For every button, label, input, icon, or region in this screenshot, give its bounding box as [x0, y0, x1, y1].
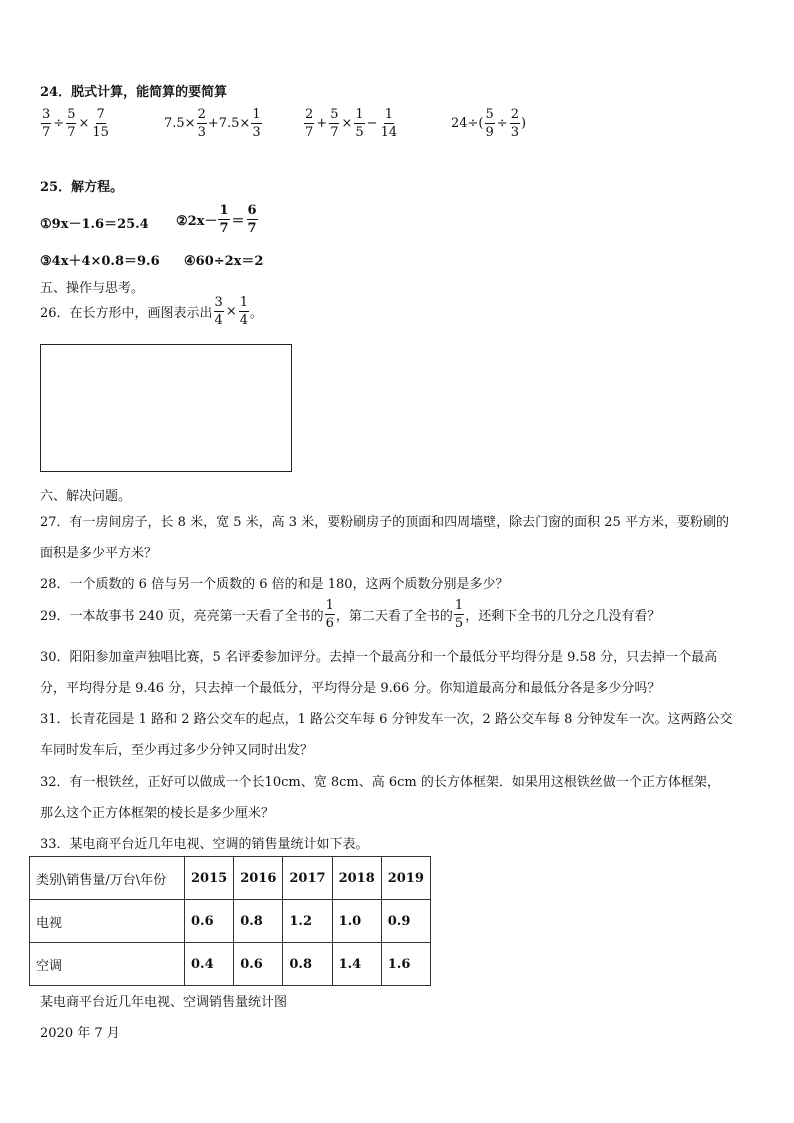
table-cell: 0.9 [381, 900, 430, 943]
table-header-cell: 2015 [185, 857, 234, 900]
q24-expr-2 [164, 108, 263, 139]
table-header-cell: 类别\销售量/万台\年份 [30, 857, 185, 900]
fraction: $\frac{1}{4}$ [239, 295, 249, 328]
q31-line-2: 车同时发车后，至少再过多少分钟又同时出发？ [40, 743, 314, 758]
fraction: $\frac{5}{7}$ [67, 107, 76, 140]
fraction: $\frac{3}{4}$ [214, 295, 223, 328]
q27-line-1: 27．有一房间房子，长 8 米，宽 5 米，高 3 米，要粉刷房子的顶面和四周墙壁，除去门窗的面积 25 平方米，要粉刷的 [40, 515, 729, 530]
fraction: $\frac{7}{15}$ [92, 107, 109, 140]
equation-2 [176, 204, 259, 235]
q32-line-1: 32．有一根铁丝，正好可以做成一个长10cm、宽 8cm、高 6cm 的长方体框架．如果用这根铁丝做一个正方体框架， [40, 775, 720, 790]
table-header-row [30, 857, 431, 900]
fraction: $\frac{2}{3}$ [197, 107, 206, 140]
table-cell: 电视 [30, 900, 185, 943]
q32-line-2: 那么这个正方体框架的棱长是多少厘米？ [40, 806, 275, 821]
fraction: $\frac{2}{7}$ [305, 107, 314, 140]
fraction: $\frac{1}{5}$ [454, 598, 464, 631]
fraction: $\frac{1}{5}$ [355, 107, 364, 140]
section-6-heading: 六、解决问题。 [40, 489, 132, 504]
q30-line-1: 30．阳阳参加童声独唱比赛，5 名评委参加评分。去掉一个最高分和一个最低分平均得分是 9.58 分，只去掉一个最高 [40, 650, 718, 665]
operator: × [225, 304, 237, 319]
question-text: 26．在长方形中，画图表示出 [40, 306, 213, 321]
fraction: $\frac{2}{3}$ [510, 107, 519, 140]
operator: − [366, 116, 378, 131]
q28-question: 28．一个质数的 6 倍与另一个质数的 6 倍的和是 180，这两个质数分别是多少？ [40, 577, 509, 592]
table-header-cell: 2017 [283, 857, 332, 900]
operator: × [78, 116, 90, 131]
table-cell: 1.2 [283, 900, 332, 943]
table-cell: 1.0 [332, 900, 381, 943]
table-header-cell: 2016 [234, 857, 283, 900]
question-text: ，第二天看了全书的 [335, 609, 453, 624]
drawing-rectangle [40, 344, 292, 472]
chart-caption: 某电商平台近几年电视、空调销售量统计图 [40, 995, 288, 1010]
q30-line-2: 分，平均得分是 9.46 分，只去掉一个最低分，平均得分是 9.66 分。你知道最高分和最低分各是多少分吗？ [40, 681, 661, 696]
table-header-cell: 2018 [332, 857, 381, 900]
q24-title: 24．脱式计算，能简算的要简算 [40, 85, 228, 100]
fraction: $\frac{1}{3}$ [252, 107, 261, 140]
sales-table [29, 856, 431, 986]
equation-3: ③4x＋4×0.8＝9.6 [40, 254, 160, 269]
q31-line-1: 31．长青花园是 1 路和 2 路公交车的起点，1 路公交车每 6 分钟发车一次，2 路公交车每 8 分钟发车一次。这两路公交 [40, 712, 733, 727]
fraction: $\frac{6}{7}$ [247, 203, 257, 236]
expr-text: ②2x－ [176, 214, 218, 229]
expr-text: 24÷( [451, 116, 484, 131]
table-cell: 空调 [30, 943, 185, 986]
table-row [30, 900, 431, 943]
fraction: $\frac{5}{9}$ [485, 107, 494, 140]
table-cell: 0.6 [234, 943, 283, 986]
q29-question [40, 599, 660, 630]
question-text: ，还剩下全书的几分之几没有看？ [465, 609, 661, 624]
expr-text: ) [520, 116, 527, 131]
equation-1: ①9x－1.6＝25.4 [40, 217, 149, 232]
table-cell: 0.4 [185, 943, 234, 986]
fraction: $\frac{1}{14}$ [380, 107, 398, 140]
expr-text: 7.5× [164, 116, 196, 131]
q25-title: 25．解方程。 [40, 180, 124, 195]
table-cell: 1.4 [332, 943, 381, 986]
q27-line-2: 面积是多少平方米？ [40, 546, 158, 561]
question-text: 。 [250, 306, 264, 321]
fraction: $\frac{1}{6}$ [325, 598, 334, 631]
fraction: $\frac{3}{7}$ [42, 107, 51, 140]
operator: ＝ [231, 214, 245, 229]
q26-question [40, 296, 263, 327]
section-5-heading: 五、操作与思考。 [40, 281, 145, 296]
q24-expr-4 [451, 108, 526, 139]
equation-4: ④60÷2x＝2 [184, 254, 264, 269]
fraction: $\frac{5}{7}$ [330, 107, 339, 140]
table-cell: 0.6 [185, 900, 234, 943]
table-row [30, 943, 431, 986]
q24-expr-3 [303, 108, 399, 139]
question-text: 29．一本故事书 240 页，亮亮第一天看了全书的 [40, 609, 324, 624]
date-line: 2020 年 7 月 [40, 1026, 120, 1041]
operator: ÷ [53, 116, 65, 131]
operator: ÷ [496, 116, 508, 131]
operator: + [316, 116, 328, 131]
table-cell: 0.8 [234, 900, 283, 943]
table-cell: 1.6 [381, 943, 430, 986]
q33-title: 33．某电商平台近几年电视、空调的销售量统计如下表。 [40, 837, 369, 852]
fraction: $\frac{1}{7}$ [219, 203, 229, 236]
table-header-cell: 2019 [381, 857, 430, 900]
q24-expr-1 [40, 108, 111, 139]
table-cell: 0.8 [283, 943, 332, 986]
operator: × [341, 116, 353, 131]
expr-text: +7.5× [207, 116, 251, 131]
